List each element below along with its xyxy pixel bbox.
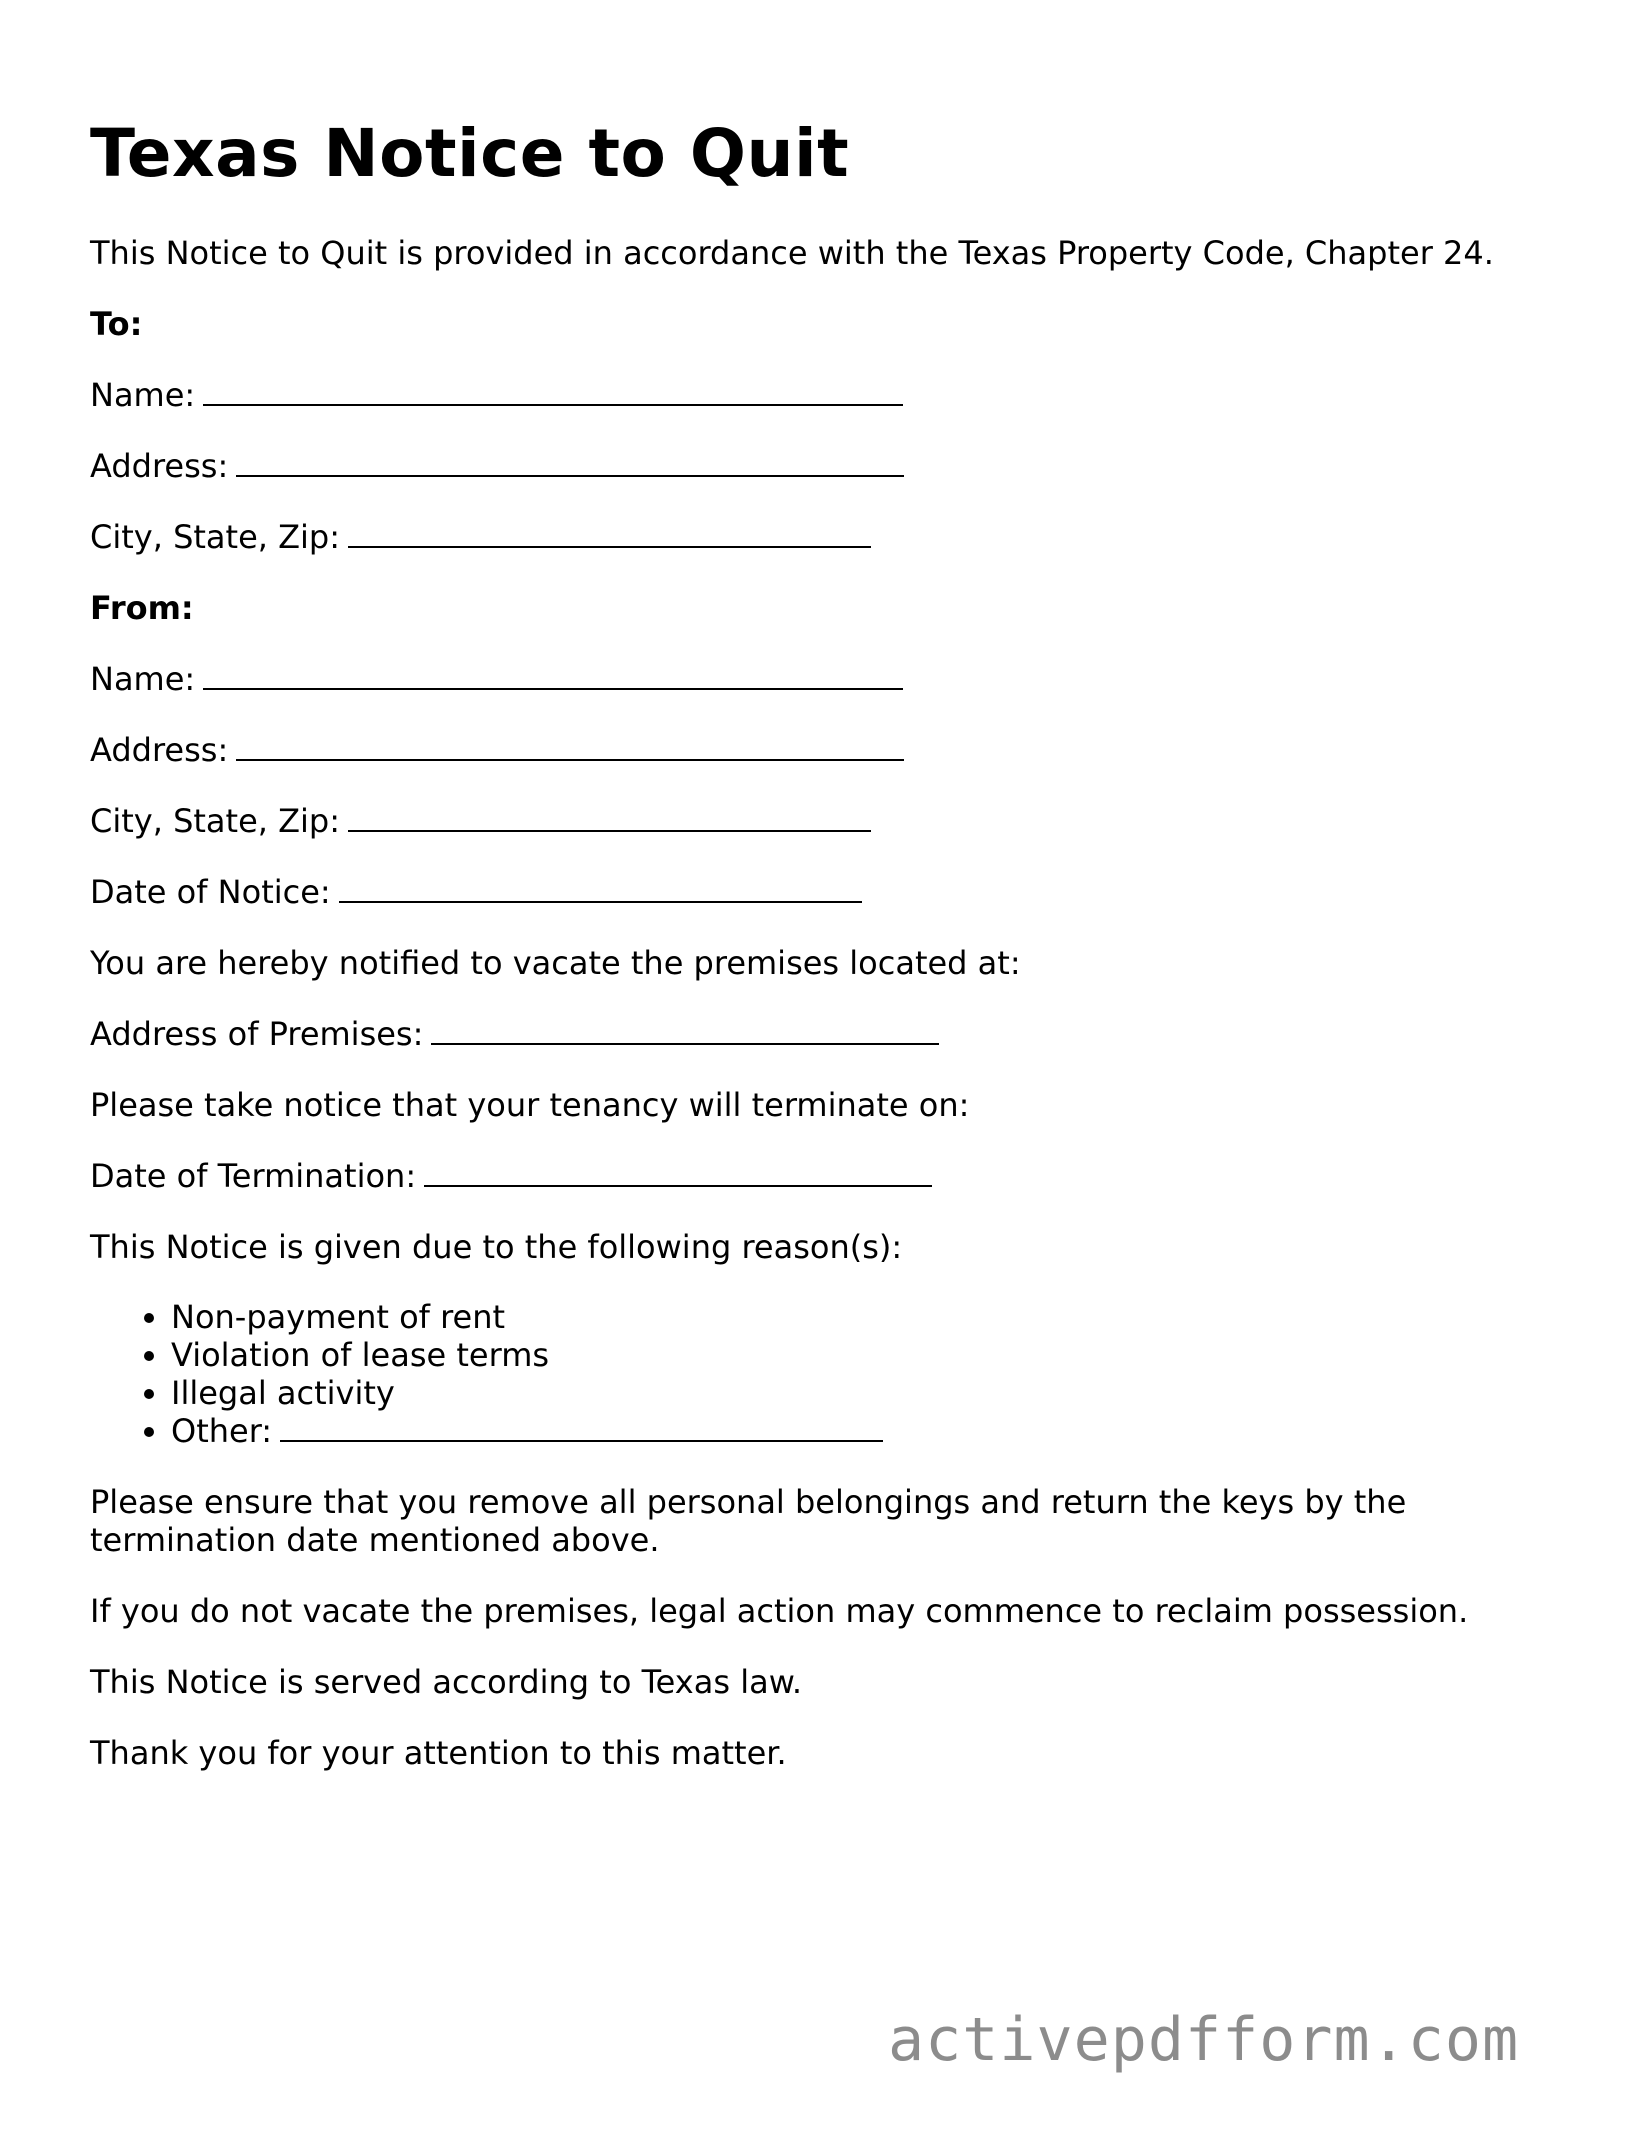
vacate-paragraph: You are hereby notified to vacate the premises located at:	[90, 944, 1021, 982]
to-name-label: Name:	[90, 376, 196, 414]
from-name-label: Name:	[90, 660, 196, 698]
list-item	[171, 1412, 1570, 1450]
to-name-line	[90, 376, 1570, 414]
notice-document	[90, 112, 1570, 1772]
from-city-label: City, State, Zip:	[90, 802, 341, 840]
to-city-label: City, State, Zip:	[90, 518, 341, 556]
legal-action-paragraph: If you do not vacate the premises, legal action may commence to reclaim possession.	[90, 1592, 1469, 1630]
premises-label: Address of Premises:	[90, 1015, 424, 1053]
from-city-line	[90, 802, 1570, 840]
list-item	[171, 1374, 1570, 1412]
belongings-paragraph: Please ensure that you remove all personal belongings and return the keys by the termination date mentioned above.	[90, 1483, 1407, 1559]
from-heading: From:	[90, 589, 194, 627]
to-name-field[interactable]	[203, 376, 903, 406]
reasons-list	[90, 1298, 1570, 1450]
reason-label: Illegal activity	[171, 1374, 395, 1412]
to-city-field[interactable]	[348, 518, 871, 548]
date-of-notice-label: Date of Notice:	[90, 873, 331, 911]
date-of-notice-line	[90, 873, 1570, 911]
premises-field[interactable]	[431, 1015, 939, 1045]
to-city-line	[90, 518, 1570, 556]
to-address-field[interactable]	[236, 447, 904, 477]
to-address-line	[90, 447, 1570, 485]
watermark: activepdfform.com	[888, 2005, 1520, 2075]
list-item	[171, 1336, 1570, 1374]
termination-field[interactable]	[424, 1157, 932, 1187]
served-paragraph: This Notice is served according to Texas law.	[90, 1663, 803, 1701]
reasons-paragraph: This Notice is given due to the following reason(s):	[90, 1228, 903, 1266]
document-title: Texas Notice to Quit	[90, 115, 850, 192]
terminate-paragraph: Please take notice that your tenancy will terminate on:	[90, 1086, 970, 1124]
premises-line	[90, 1015, 1570, 1053]
thanks-paragraph: Thank you for your attention to this matter.	[90, 1734, 787, 1772]
from-address-label: Address:	[90, 731, 229, 769]
reason-label: Violation of lease terms	[171, 1336, 550, 1374]
to-heading: To:	[90, 305, 143, 343]
reason-label: Non-payment of rent	[171, 1298, 506, 1336]
from-address-line	[90, 731, 1570, 769]
other-reason-field[interactable]	[280, 1412, 883, 1442]
list-item	[171, 1298, 1570, 1336]
from-city-field[interactable]	[348, 802, 871, 832]
reason-label: Other:	[171, 1412, 273, 1450]
intro-paragraph: This Notice to Quit is provided in accordance with the Texas Property Code, Chapter 24.	[90, 234, 1494, 272]
date-of-notice-field[interactable]	[339, 873, 862, 903]
termination-label: Date of Termination:	[90, 1157, 417, 1195]
from-name-line	[90, 660, 1570, 698]
from-address-field[interactable]	[236, 731, 904, 761]
from-name-field[interactable]	[203, 660, 903, 690]
termination-line	[90, 1157, 1570, 1195]
to-address-label: Address:	[90, 447, 229, 485]
